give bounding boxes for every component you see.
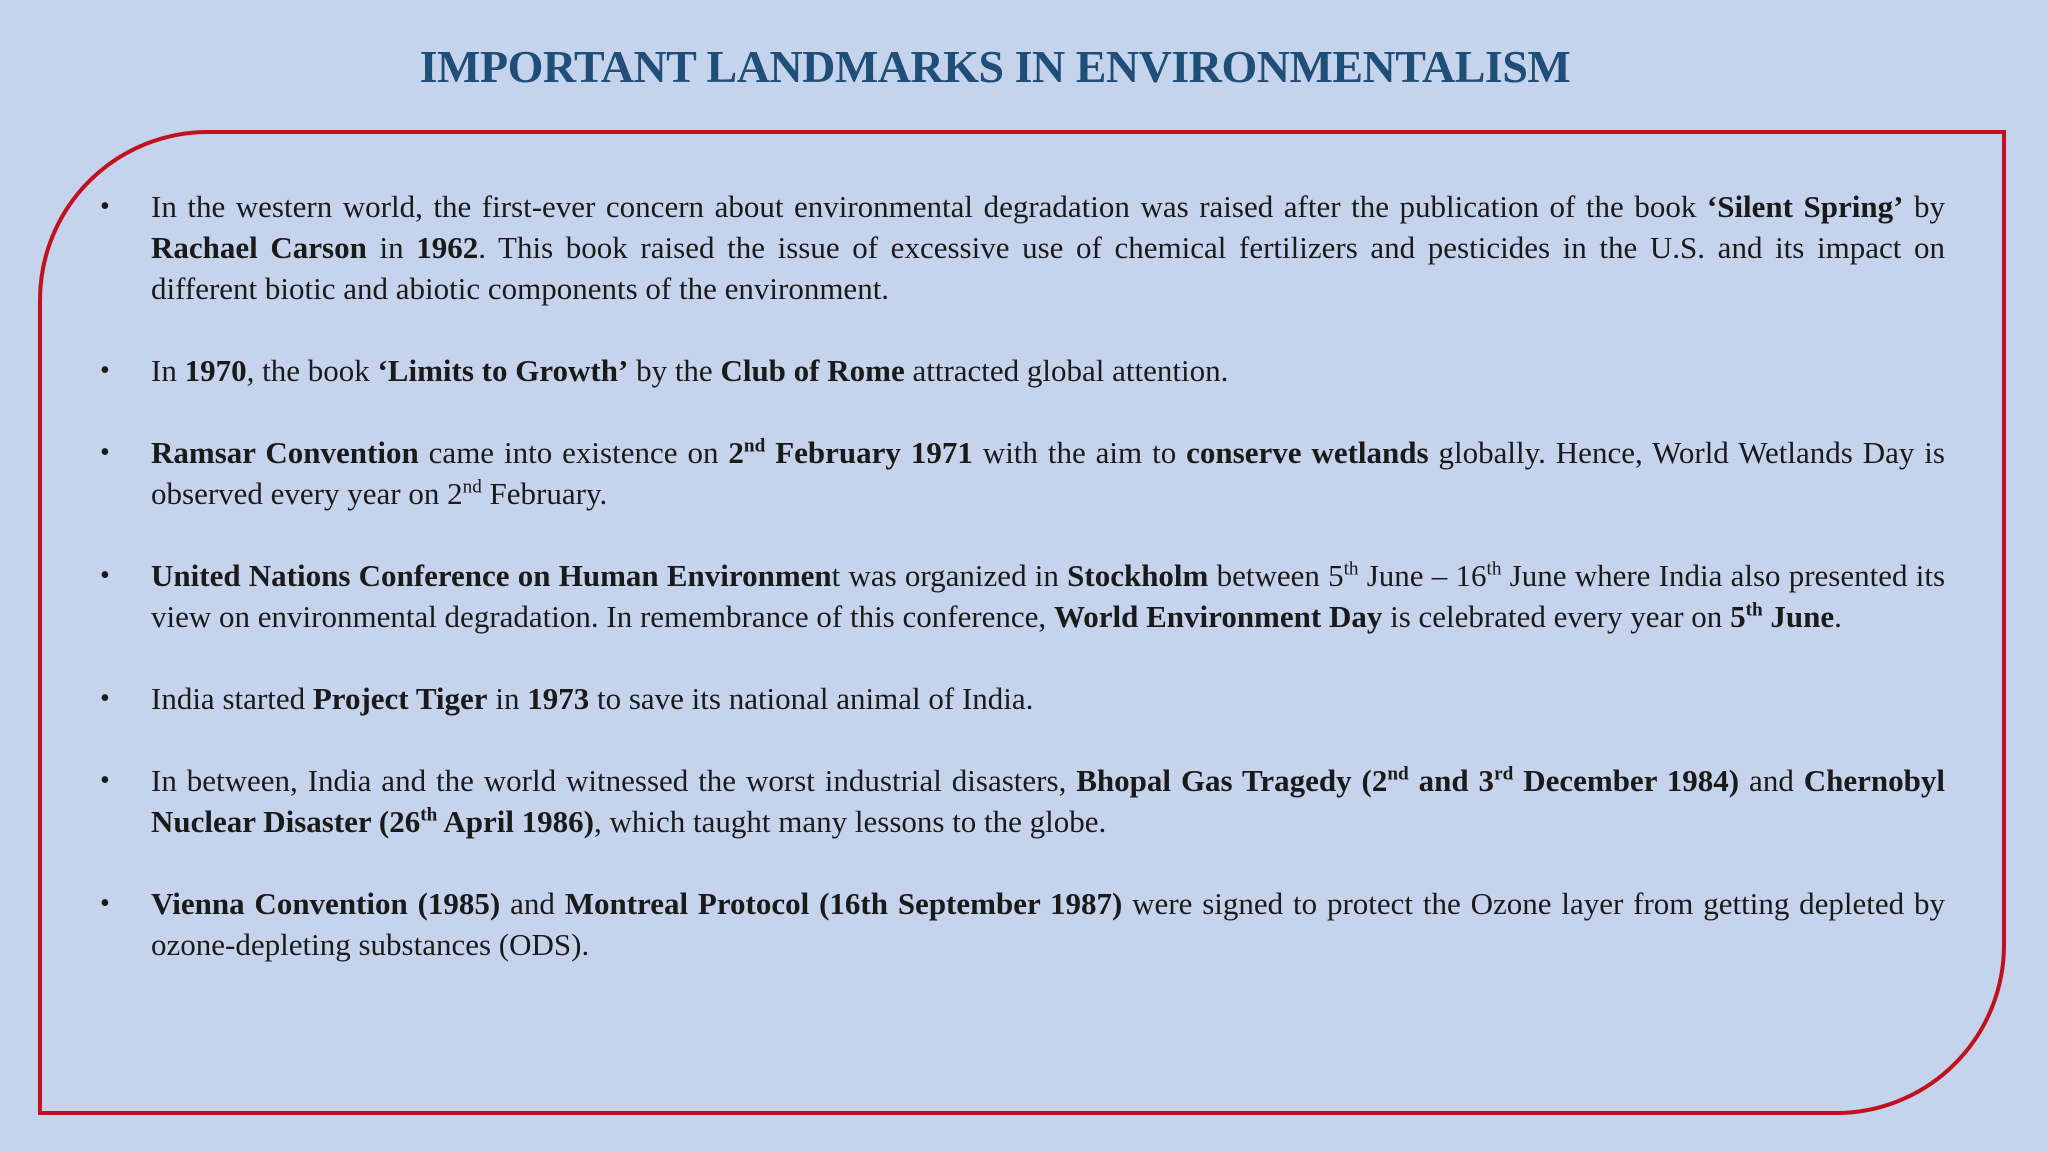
bullet-icon: • [100,683,110,714]
list-item-project-tiger [100,678,1945,719]
bullet-icon: • [100,355,110,386]
item-bold: Club of Rome [720,353,905,388]
item-text: between 5 [1208,558,1344,593]
list-item-silent-spring [100,186,1945,309]
list-item-limits-to-growth [100,350,1945,391]
ordinal-suffix: rd [1494,763,1514,785]
item-bold-text: 5 [1730,599,1746,634]
ordinal-suffix: th [1486,558,1502,580]
item-bold [1076,763,1739,798]
item-bold-text: February 1971 [765,435,973,470]
item-text: in [487,681,528,716]
bullet-icon: • [100,437,110,468]
ordinal-suffix: th [1745,599,1763,621]
item-text: June where India also presented its view on environmental degradation. In remembrance of this conference, [151,558,1946,634]
item-bold-text: and 3 [1408,763,1495,798]
page-title: IMPORTANT LANDMARKS IN ENVIRONMENTALISM [419,41,1571,92]
item-bold: Montreal Protocol (16th September 1987) [564,886,1123,921]
ordinal-suffix: th [420,804,438,826]
item-text: by the [628,353,721,388]
item-bold: Ramsar Convention [151,435,419,470]
item-bold [1730,599,1834,634]
bullet-icon: • [100,888,110,919]
item-text: in [366,230,417,265]
item-bold: ‘Limits to Growth’ [377,353,629,388]
item-bold: United Nations Conference on Human Environmen [151,558,832,593]
item-text: June – 16 [1358,558,1487,593]
ordinal-suffix: nd [743,435,766,457]
item-text: In the western world, the first-ever concern about environmental degradation was raised after the publication of the book [151,189,1707,224]
item-bold-text: 2 [728,435,744,470]
item-text: and [1739,763,1804,798]
ordinal-suffix: th [1343,558,1359,580]
item-text: with the aim to [972,435,1187,470]
item-text: February. [481,476,608,511]
item-bold-text: April 1986) [437,804,595,839]
ordinal-suffix: nd [462,476,482,498]
item-text: In between, India and the world witnessed the worst industrial disasters, [151,763,1077,798]
item-text: were signed to protect the Ozone layer from getting depleted by ozone-depleting substances (ODS). [151,886,1946,962]
item-bold: Rachael Carson [151,230,367,265]
item-text: by [1903,189,1945,224]
item-text: t was organized in [831,558,1068,593]
content-area [100,186,1945,1006]
list-item-industrial-disasters [100,760,1945,842]
item-text: , the book [246,353,378,388]
bullet-icon: • [100,560,110,591]
item-text: attracted global attention. [904,353,1229,388]
item-bold: World Environment Day [1053,599,1383,634]
list-item-stockholm [100,555,1945,637]
item-text: . [1834,599,1842,634]
item-bold [728,435,972,470]
item-bold-text: December 1984) [1513,763,1740,798]
item-bold: Stockholm [1067,558,1209,593]
item-text: , which taught many lessons to the globe. [594,804,1107,839]
item-text: . This book raised the issue of excessive use of chemical fertilizers and pesticides in the U.S. and its impact on different biotic and abiotic components of the environment. [151,230,1945,306]
item-text: India started [151,681,313,716]
item-bold: Project Tiger [312,681,488,716]
ordinal-suffix: nd [1387,763,1409,785]
item-text: and [500,886,565,921]
bullet-icon: • [100,191,110,222]
item-bold: ‘Silent Spring’ [1706,189,1904,224]
item-text: is celebrated every year on [1382,599,1731,634]
item-text: In [151,353,185,388]
item-bold-text: June [1762,599,1835,634]
item-bold: 1973 [527,681,590,716]
item-bold: 1962 [416,230,479,265]
item-text: to save its national animal of India. [589,681,1034,716]
item-bold: 1970 [184,353,247,388]
list-item-vienna-montreal [100,883,1945,965]
bullet-icon: • [100,765,110,796]
list-item-ramsar [100,432,1945,514]
landmarks-list [100,186,1945,965]
item-text: came into existence on [418,435,729,470]
item-text: globally. Hence, World Wetlands Day is observed every year on 2 [151,435,1945,511]
item-bold-text: Chernobyl Nuclear Disaster (26 [151,763,1945,839]
item-bold: Vienna Convention (1985) [151,886,501,921]
item-bold-text: Bhopal Gas Tragedy (2 [1076,763,1388,798]
item-bold: conserve wetlands [1186,435,1429,470]
